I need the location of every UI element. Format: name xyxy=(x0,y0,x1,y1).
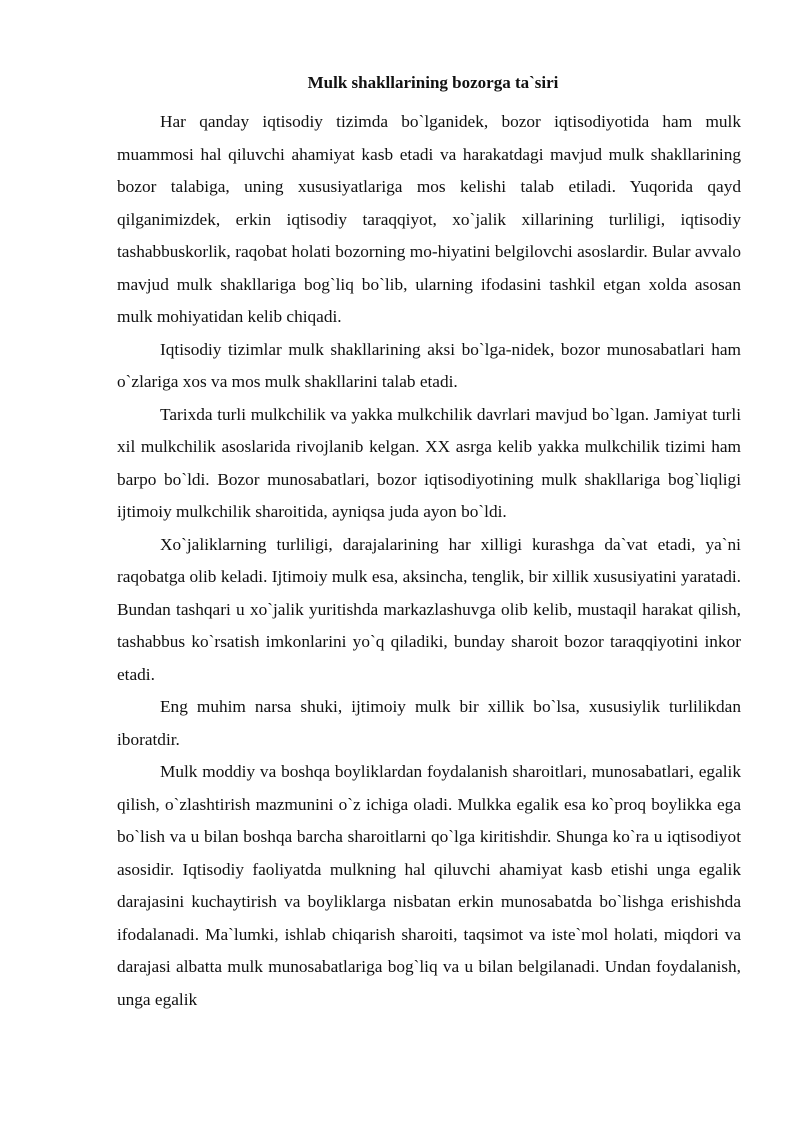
document-page xyxy=(117,72,741,1016)
document-title: Mulk shakllarining bozorga ta`siri xyxy=(307,73,559,92)
paragraph-6: Mulk moddiy va boshqa boyliklardan foydalanish sharoitlari, munosabatlari, egalik qilish, o`zlashtirish mazmunini o`z ichiga oladi. Mulkka egalik esa ko`proq boylikka ega bo`lish va u bilan boshqa barcha sharoitlarni qo`lga kiritishdir. Shunga ko`ra u iqtisodiyot asosidir. Iqtisodiy faoliyatda mulkning hal qiluvchi ahamiyat kasb etishi unga egalik darajasini kuchaytirish va boyliklarga nisbatan erkin munosabatda bo`lishga erishishda ifodalanadi. Ma`lumki, ishlab chiqarish sharoiti, taqsimot va iste`mol holati, miqdori va darajasi albatta mulk munosabatlariga bog`liq va u bilan belgilanadi. Undan foydalanish, unga egalik xyxy=(117,762,741,1009)
paragraph-5: Eng muhim narsa shuki, ijtimoiy mulk bir xillik bo`lsa, xususiylik turlilikdan iboratdir. xyxy=(117,697,741,749)
paragraph-2: Iqtisodiy tizimlar mulk shakllarining aksi bo`lga-nidek, bozor munosabatlari ham o`zlariga xos va mos mulk shakllarini talab etadi. xyxy=(117,339,741,391)
paragraph-4: Xo`jaliklarning turliligi, darajalarining har xilligi kurashga da`vat etadi, ya`ni raqobatga olib keladi. Ijtimoiy mulk esa, aksincha, tenglik, bir xillik xususiyatini yaratadi. Bundan tashqari u xo`jalik yuritishda markazlashuvga olib kelib, mustaqil harakat qilish, tashabbus ko`rsatish imkonlarini yo`q qiladiki, bunday sharoit bozor taraqqiyotini inkor etadi. xyxy=(117,534,741,684)
paragraph-1: Har qanday iqtisodiy tizimda bo`lganidek, bozor iqtisodiyotida ham mulk muammosi hal qiluvchi ahamiyat kasb etadi va harakatdagi mavjud mulk shakllarining bozor talabiga, uning xususiyatlariga mos kelishi talab etiladi. Yuqorida qayd qilganimizdek, erkin iqtisodiy taraqqiyot, xo`jalik xillarining turliligi, iqtisodiy tashabbuskorlik, raqobat holati bozorning mo-hiyatini belgilovchi asoslardir. Bular avvalo mavjud mulk shakllariga bog`liq bo`lib, ularning ifodasini tashkil etgan xolda asosan mulk mohiyatidan kelib chiqadi. xyxy=(117,112,741,326)
paragraph-3: Tarixda turli mulkchilik va yakka mulkchilik davrlari mavjud bo`lgan. Jamiyat turli xil mulkchilik asoslarida rivojlanib kelgan. XX asrga kelib yakka mulkchilik tizimi ham barpo bo`ldi. Bozor munosabatlari, bozor iqtisodiyotining mulk shakllariga bog`liqligi ijtimoiy mulkchilik sharoitida, ayniqsa juda ayon bo`ldi. xyxy=(117,404,741,521)
